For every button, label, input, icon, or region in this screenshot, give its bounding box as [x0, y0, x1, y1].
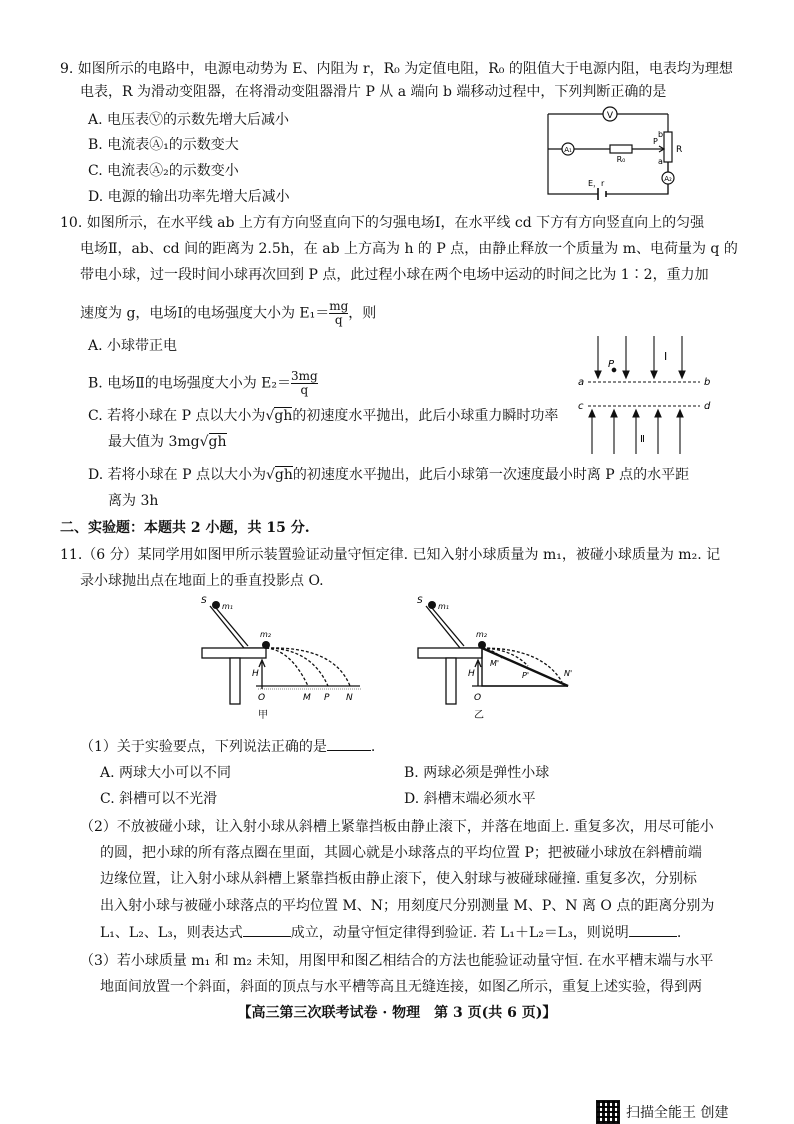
q10-option-a: A. 小球带正电 — [88, 338, 178, 354]
rheostat-r-icon — [664, 132, 672, 162]
q10-line4-text: 速度为 g，电场Ⅰ的电场强度大小为 E₁＝ — [80, 305, 330, 322]
label-er: E，r — [588, 179, 605, 188]
trajectory-m — [266, 648, 308, 686]
label-h: H — [468, 669, 475, 679]
q11-line2: 录小球抛出点在地面上的垂直投影点 O. — [80, 573, 324, 589]
section-2-heading: 二、实验题：本题共 2 小题，共 15 分. — [60, 520, 310, 536]
q9-option-d: D. 电源的输出功率先增大后减小 — [88, 189, 290, 205]
e2-fraction — [291, 370, 318, 397]
label-a: a — [578, 377, 585, 388]
label-r0: R₀ — [616, 155, 626, 164]
table-leg — [230, 658, 240, 704]
label-p-prime: P' — [522, 671, 530, 680]
q11-part2-line3: 边缘位置，让入射小球从斜槽上紧靠挡板由静止滚下，使入射球与被碰球碰撞. 重复多次，分别标 — [100, 871, 697, 887]
q11-part1-text: （1）关于实验要点，下列说法正确的是 — [80, 739, 327, 755]
label-a2: A₂ — [664, 175, 672, 183]
field-2-arrows — [589, 410, 683, 454]
label-p: P — [653, 137, 658, 146]
label-m2: m₂ — [260, 630, 271, 639]
label-n: N — [346, 693, 353, 703]
q10-option-c-text: C. 若将小球在 P 点以大小为 — [88, 408, 266, 424]
q9-stem-line1: 9. 如图所示的电路中，电源电动势为 E、内阻为 r，R₀ 为定值电阻，R₀ 的阻值大于电源内阻，电表均为理想 — [60, 61, 733, 77]
q10-option-d-line1 — [88, 466, 689, 484]
q10-option-b-text: B. 电场Ⅱ的电场强度大小为 E₂＝ — [88, 375, 291, 392]
q10-option-d-text: D. 若将小球在 P 点以大小为 — [88, 467, 266, 483]
caption-yi: 乙 — [474, 710, 484, 721]
q10-option-d-line2: 离为 3h — [108, 493, 159, 509]
q11-part2-text-c: . — [676, 925, 682, 941]
incline-track — [210, 606, 266, 648]
figure-jia-apparatus — [196, 594, 366, 724]
table-leg — [446, 658, 456, 704]
q10-line3: 带电小球，过一段时间小球再次回到 P 点，此过程小球在两个电场中运动的时间之比为 1∶2，重力加 — [80, 267, 709, 283]
table-top — [418, 648, 482, 658]
q11-part2-text-a: L₁、L₂、L₃，则表达式 — [100, 925, 243, 941]
label-o: O — [258, 693, 266, 703]
field-1-arrows — [595, 336, 685, 378]
figure-yi-apparatus — [412, 594, 592, 724]
q11-part2-line5 — [100, 924, 681, 942]
q9-option-c: C. 电流表Ⓐ₂的示数变小 — [88, 163, 239, 179]
label-s: S — [201, 596, 207, 606]
trajectory-n — [266, 648, 350, 686]
sqrt-radicand: gh — [274, 408, 293, 424]
label-m1: m₁ — [222, 602, 233, 611]
e1-fraction — [329, 300, 348, 327]
q10-line1: 10. 如图所示，在水平线 ab 上方有方向竖直向下的匀强电场Ⅰ，在水平线 cd 下方有方向竖直向上的匀强 — [60, 215, 705, 231]
label-b: b — [704, 377, 711, 388]
q10-option-c-line1 — [88, 407, 558, 425]
label-m1: m₁ — [438, 602, 449, 611]
ball-m1 — [212, 601, 220, 609]
e1-denominator: q — [334, 313, 343, 327]
label-v: V — [606, 111, 614, 121]
q11-part2-line1: （2）不放被碰小球，让入射小球从斜槽上紧靠挡板由静止滚下，并落在地面上. 重复多次，用尽可能小 — [80, 819, 714, 835]
e1-numerator: mg — [329, 299, 349, 313]
q11-part1-end: . — [370, 739, 376, 755]
label-r: R — [676, 145, 683, 155]
q11-part2-line4: 出入射小球与被碰小球落点的平均位置 M、N；用刻度尺分别测量 M、P、N 离 O 点的距离分别为 — [100, 898, 715, 914]
sqrt-radicand: gh — [274, 467, 293, 483]
e2-denominator: q — [300, 383, 309, 397]
q11-part3-line2: 地面间放置一个斜面，斜面的顶点与水平槽等高且无缝连接，如图乙所示，重复上述实验，得到两 — [100, 979, 702, 995]
q11-p1-option-a: A. 两球大小可以不同 — [100, 765, 232, 781]
q10-field-diagram — [578, 330, 714, 460]
label-o: O — [474, 693, 482, 703]
q10-option-d-text2: 的初速度水平抛出，此后小球第一次速度最小时离 P 点的水平距 — [292, 467, 690, 483]
scanner-label: 扫描全能王 创建 — [626, 1105, 729, 1121]
q10-line4 — [80, 300, 376, 327]
q10-option-b — [88, 370, 318, 397]
qr-code-icon — [596, 1100, 620, 1124]
label-field-2: Ⅱ — [640, 434, 645, 445]
q10-option-c-text3: 最大值为 3mg — [108, 434, 200, 450]
sqrt-symbol: √ — [265, 467, 275, 483]
q10-option-c-line2 — [108, 433, 227, 451]
q11-part3-line1: （3）若小球质量 m₁ 和 m₂ 未知，用图甲和图乙相结合的方法也能验证动量守恒. 在水平槽末端与水平 — [80, 953, 714, 969]
ball-m1 — [428, 601, 436, 609]
page-footer: 【高三第三次联考试卷 · 物理 第 3 页(共 6 页)】 — [237, 1005, 557, 1021]
label-p: P — [324, 693, 330, 703]
label-m: M — [303, 693, 311, 703]
caption-jia: 甲 — [258, 710, 268, 721]
label-field-1: Ⅰ — [664, 350, 668, 363]
label-s: S — [417, 596, 423, 606]
resistor-r0-icon — [610, 145, 632, 153]
e2-numerator: 3mg — [291, 369, 318, 383]
q9-stem-line2: 电表，R 为滑动变阻器，在将滑动变阻器滑片 P 从 a 端向 b 端移动过程中，下列判断正确的是 — [80, 84, 667, 100]
q10-line2: 电场Ⅱ，ab、cd 间的距离为 2.5h，在 ab 上方高为 h 的 P 点，由静止释放一个质量为 m、电荷量为 q 的 — [80, 241, 738, 257]
ball-m2 — [478, 641, 486, 649]
q9-option-a: A. 电压表Ⓥ的示数先增大后减小 — [88, 112, 290, 128]
q10-option-c-text2: 的初速度水平抛出，此后小球重力瞬时功率 — [292, 408, 559, 424]
label-c: c — [578, 401, 584, 412]
label-p: P — [608, 359, 615, 370]
q11-p1-option-d: D. 斜槽末端必须水平 — [404, 791, 536, 807]
sqrt-radicand: gh — [208, 434, 227, 450]
answer-blank-1[interactable] — [327, 738, 371, 751]
answer-blank-3[interactable] — [629, 924, 677, 937]
scanner-watermark — [596, 1100, 728, 1124]
q9-option-b: B. 电流表Ⓐ₁的示数变大 — [88, 137, 239, 153]
q11-part2-line2: 的圆，把小球的所有落点圈在里面，其圆心就是小球落点的平均位置 P；把被碰小球放在斜槽前端 — [100, 845, 702, 861]
label-b: b — [658, 130, 664, 139]
answer-blank-2[interactable] — [243, 924, 291, 937]
label-m-prime: M' — [490, 659, 500, 668]
label-a1: A₁ — [564, 146, 572, 154]
q11-line1: 11.（6 分）某同学用如图甲所示装置验证动量守恒定律. 已知入射小球质量为 m₁，被碰小球质量为 m₂. 记 — [60, 547, 721, 563]
table-top — [202, 648, 266, 658]
sqrt-symbol: √ — [199, 434, 209, 450]
label-a: a — [658, 157, 663, 166]
label-d: d — [704, 401, 711, 412]
label-h: H — [252, 669, 259, 679]
sqrt-symbol: √ — [265, 408, 275, 424]
q9-circuit-diagram — [540, 104, 700, 204]
q10-line4-end: ，则 — [348, 305, 377, 322]
q11-p1-option-c: C. 斜槽可以不光滑 — [100, 791, 218, 807]
incline-track — [426, 606, 482, 648]
q11-part2-text-b: 成立，动量守恒定律得到验证. 若 L₁＋L₂＝L₃，则说明 — [290, 925, 629, 941]
ball-m2 — [262, 641, 270, 649]
label-n-prime: N' — [564, 669, 573, 678]
q11-p1-option-b: B. 两球必须是弹性小球 — [404, 765, 550, 781]
q11-part1 — [80, 738, 375, 756]
label-m2: m₂ — [476, 630, 487, 639]
battery-icon — [598, 188, 606, 200]
